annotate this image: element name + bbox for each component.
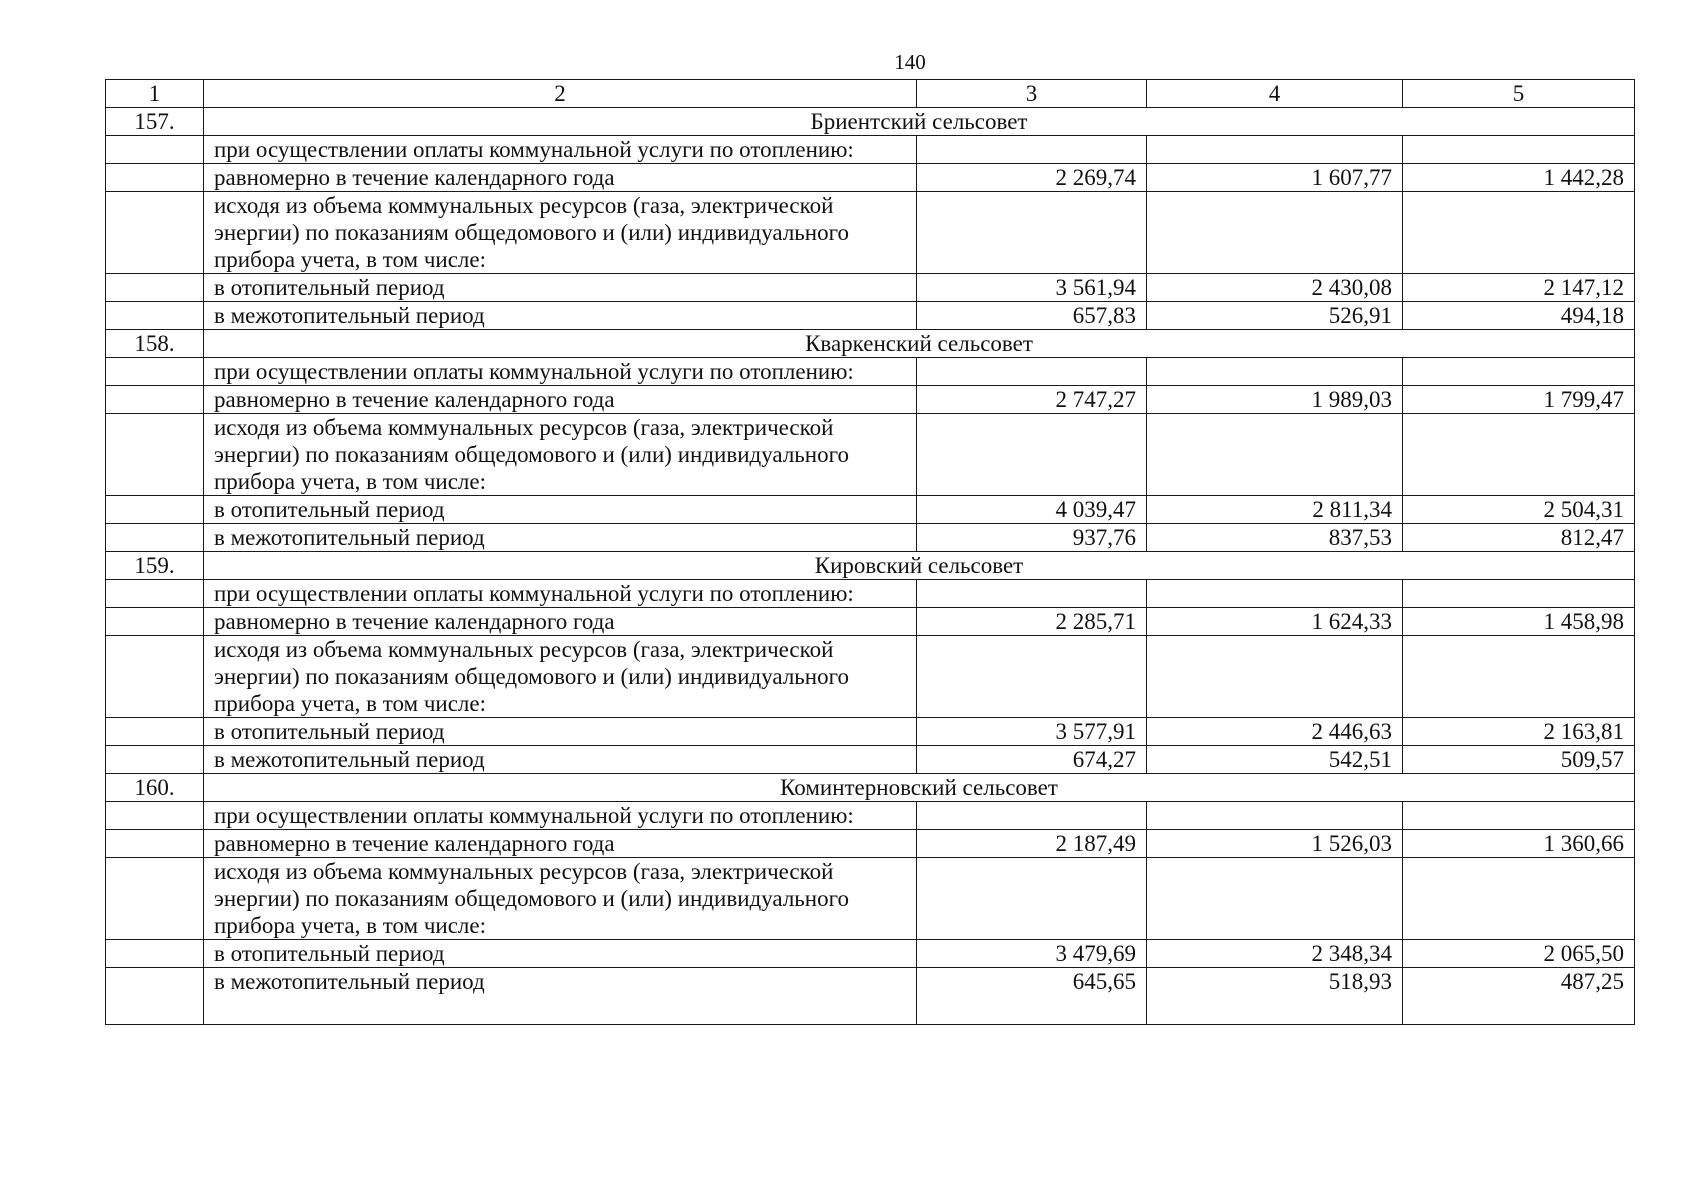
page-number: 140 (894, 50, 926, 74)
row-number-cell (106, 802, 204, 830)
row-label: равномерно в течение календарного года (204, 164, 917, 192)
row-number-cell (106, 830, 204, 858)
group-title: Бриентский сельсовет (204, 108, 1635, 136)
value-col-4 (1147, 858, 1403, 940)
table-row (106, 940, 1635, 968)
value-col-3 (917, 358, 1147, 386)
column-header-3: 3 (917, 80, 1147, 108)
value-col-4: 1 624,33 (1147, 608, 1403, 636)
value-col-4: 542,51 (1147, 746, 1403, 774)
table-row (106, 802, 1635, 830)
tariff-table (105, 79, 1635, 1025)
value-col-3 (917, 858, 1147, 940)
table-row (106, 164, 1635, 192)
value-col-4: 1 989,03 (1147, 386, 1403, 414)
row-label: в межотопительный период (204, 302, 917, 330)
row-label: при осуществлении оплаты коммунальной услуги по отоплению: (204, 802, 917, 830)
value-col-5 (1403, 858, 1635, 940)
table-body (106, 80, 1635, 1025)
table-row (106, 608, 1635, 636)
group-header-row (106, 108, 1635, 136)
row-number-cell (106, 302, 204, 330)
value-col-5 (1403, 580, 1635, 608)
row-number-cell (106, 580, 204, 608)
table-row (106, 858, 1635, 940)
group-number: 159. (106, 552, 204, 580)
value-col-4 (1147, 580, 1403, 608)
value-col-3: 2 269,74 (917, 164, 1147, 192)
row-label: в отопительный период (204, 274, 917, 302)
value-col-3: 3 561,94 (917, 274, 1147, 302)
row-label: исходя из объема коммунальных ресурсов (газа, электрической энергии) по показаниям общедомового и (или) индивидуального прибора учета, в том числе: (204, 636, 917, 718)
value-col-3: 2 285,71 (917, 608, 1147, 636)
column-header-5: 5 (1403, 80, 1635, 108)
value-col-3: 657,83 (917, 302, 1147, 330)
value-col-5: 494,18 (1403, 302, 1635, 330)
value-col-3: 3 577,91 (917, 718, 1147, 746)
table-row (106, 302, 1635, 330)
row-number-cell (106, 636, 204, 718)
row-number-cell (106, 968, 204, 1025)
table-row (106, 830, 1635, 858)
value-col-5: 509,57 (1403, 746, 1635, 774)
value-col-4: 518,93 (1147, 968, 1403, 1025)
table-row (106, 496, 1635, 524)
value-col-3 (917, 802, 1147, 830)
row-number-cell (106, 496, 204, 524)
table-row (106, 274, 1635, 302)
row-label: в отопительный период (204, 718, 917, 746)
row-label: исходя из объема коммунальных ресурсов (газа, электрической энергии) по показаниям общедомового и (или) индивидуального прибора учета, в том числе: (204, 192, 917, 274)
column-header-row (106, 80, 1635, 108)
table-row (106, 524, 1635, 552)
value-col-3: 3 479,69 (917, 940, 1147, 968)
value-col-5 (1403, 192, 1635, 274)
row-number-cell (106, 192, 204, 274)
row-label: равномерно в течение календарного года (204, 830, 917, 858)
row-label: в межотопительный период (204, 968, 917, 1025)
row-number-cell (106, 414, 204, 496)
value-col-5: 1 360,66 (1403, 830, 1635, 858)
row-number-cell (106, 718, 204, 746)
value-col-5: 2 065,50 (1403, 940, 1635, 968)
row-label: в отопительный период (204, 496, 917, 524)
value-col-5: 2 163,81 (1403, 718, 1635, 746)
row-label: при осуществлении оплаты коммунальной услуги по отоплению: (204, 136, 917, 164)
table-row (106, 358, 1635, 386)
value-col-3 (917, 580, 1147, 608)
row-label: в отопительный период (204, 940, 917, 968)
row-label: при осуществлении оплаты коммунальной услуги по отоплению: (204, 358, 917, 386)
value-col-5: 2 504,31 (1403, 496, 1635, 524)
value-col-5: 1 442,28 (1403, 164, 1635, 192)
value-col-4: 1 526,03 (1147, 830, 1403, 858)
row-number-cell (106, 358, 204, 386)
value-col-3: 4 039,47 (917, 496, 1147, 524)
value-col-3: 674,27 (917, 746, 1147, 774)
row-label: исходя из объема коммунальных ресурсов (газа, электрической энергии) по показаниям общедомового и (или) индивидуального прибора учета, в том числе: (204, 414, 917, 496)
row-number-cell (106, 746, 204, 774)
table-row (106, 968, 1635, 1025)
value-col-5: 1 799,47 (1403, 386, 1635, 414)
value-col-4: 2 446,63 (1147, 718, 1403, 746)
column-header-1: 1 (106, 80, 204, 108)
value-col-5 (1403, 802, 1635, 830)
value-col-4: 2 348,34 (1147, 940, 1403, 968)
group-title: Коминтерновский сельсовет (204, 774, 1635, 802)
value-col-3: 645,65 (917, 968, 1147, 1025)
value-col-4: 837,53 (1147, 524, 1403, 552)
table-row (106, 718, 1635, 746)
row-number-cell (106, 136, 204, 164)
value-col-5 (1403, 136, 1635, 164)
group-number: 158. (106, 330, 204, 358)
group-header-row (106, 774, 1635, 802)
row-number-cell (106, 274, 204, 302)
row-label: в межотопительный период (204, 524, 917, 552)
row-number-cell (106, 386, 204, 414)
table-row (106, 746, 1635, 774)
value-col-4: 2 811,34 (1147, 496, 1403, 524)
value-col-5 (1403, 414, 1635, 496)
row-number-cell (106, 858, 204, 940)
table-row (106, 414, 1635, 496)
group-header-row (106, 552, 1635, 580)
row-label: равномерно в течение календарного года (204, 386, 917, 414)
value-col-5 (1403, 358, 1635, 386)
value-col-4 (1147, 414, 1403, 496)
value-col-3: 937,76 (917, 524, 1147, 552)
row-number-cell (106, 524, 204, 552)
value-col-3 (917, 636, 1147, 718)
value-col-3 (917, 414, 1147, 496)
value-col-4 (1147, 358, 1403, 386)
value-col-4: 526,91 (1147, 302, 1403, 330)
column-header-4: 4 (1147, 80, 1403, 108)
row-number-cell (106, 164, 204, 192)
column-header-2: 2 (204, 80, 917, 108)
value-col-3: 2 747,27 (917, 386, 1147, 414)
row-number-cell (106, 608, 204, 636)
row-label: в межотопительный период (204, 746, 917, 774)
value-col-4 (1147, 802, 1403, 830)
value-col-5 (1403, 636, 1635, 718)
value-col-4 (1147, 136, 1403, 164)
table-row (106, 636, 1635, 718)
group-number: 160. (106, 774, 204, 802)
table-row (106, 386, 1635, 414)
value-col-3 (917, 192, 1147, 274)
value-col-5: 2 147,12 (1403, 274, 1635, 302)
value-col-5: 812,47 (1403, 524, 1635, 552)
value-col-4 (1147, 636, 1403, 718)
row-label: при осуществлении оплаты коммунальной услуги по отоплению: (204, 580, 917, 608)
table-row (106, 136, 1635, 164)
value-col-5: 1 458,98 (1403, 608, 1635, 636)
row-label: исходя из объема коммунальных ресурсов (газа, электрической энергии) по показаниям общедомового и (или) индивидуального прибора учета, в том числе: (204, 858, 917, 940)
group-header-row (106, 330, 1635, 358)
group-title: Кировский сельсовет (204, 552, 1635, 580)
group-number: 157. (106, 108, 204, 136)
value-col-5: 487,25 (1403, 968, 1635, 1025)
value-col-4: 1 607,77 (1147, 164, 1403, 192)
row-number-cell (106, 940, 204, 968)
value-col-4 (1147, 192, 1403, 274)
value-col-4: 2 430,08 (1147, 274, 1403, 302)
table-row (106, 580, 1635, 608)
row-label: равномерно в течение календарного года (204, 608, 917, 636)
group-title: Кваркенский сельсовет (204, 330, 1635, 358)
value-col-3 (917, 136, 1147, 164)
value-col-3: 2 187,49 (917, 830, 1147, 858)
table-row (106, 192, 1635, 274)
